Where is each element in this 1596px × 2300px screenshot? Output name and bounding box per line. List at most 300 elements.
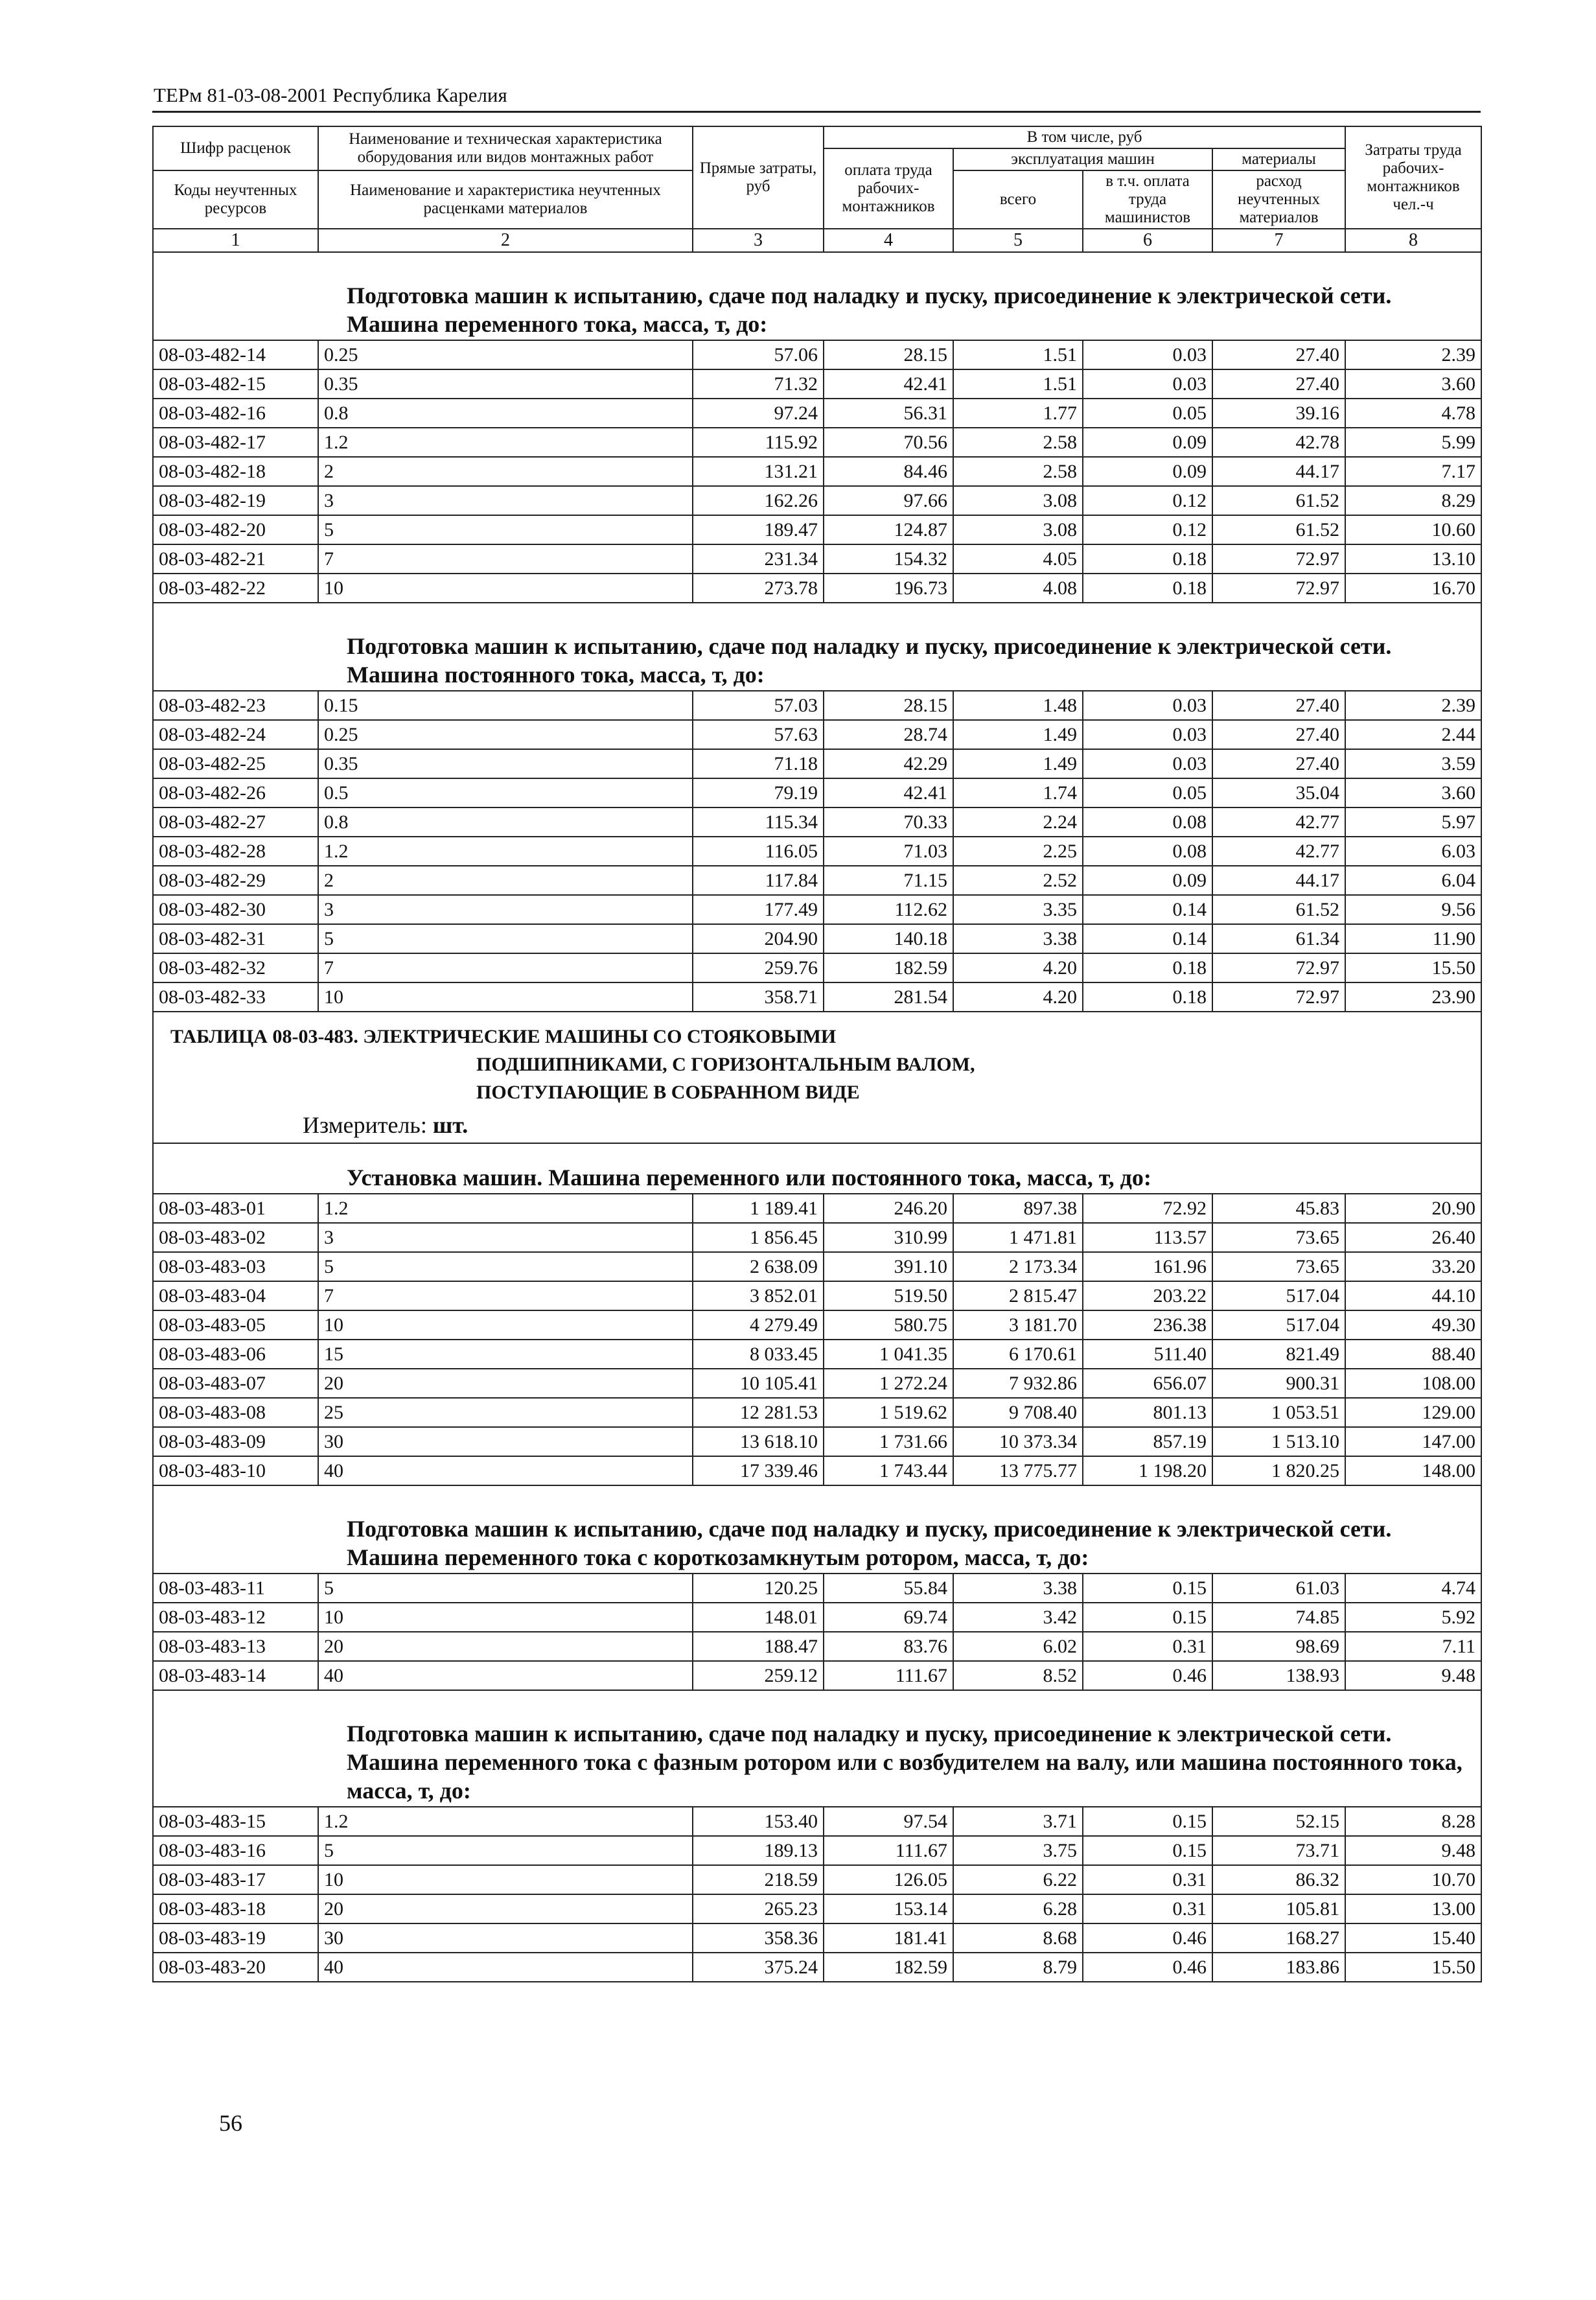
machine-total: 3 181.70: [953, 1310, 1083, 1340]
table-title: [153, 1012, 1481, 1143]
materials-cost: 52.15: [1212, 1807, 1345, 1836]
table-row: [153, 895, 1481, 924]
machine-total: 1.49: [953, 749, 1083, 778]
section-heading-row: [153, 1485, 1481, 1574]
rate-code: 08-03-482-28: [153, 837, 318, 866]
table-row: [153, 1340, 1481, 1369]
labor-pay: 112.62: [824, 895, 953, 924]
rate-code: 08-03-483-07: [153, 1369, 318, 1398]
machinist-pay: 0.08: [1083, 837, 1212, 866]
mass-value: 0.8: [318, 399, 693, 428]
materials-cost: 61.52: [1212, 486, 1345, 515]
direct-costs: 148.01: [693, 1603, 824, 1632]
machinist-pay: 0.12: [1083, 515, 1212, 544]
section-heading-row: [153, 603, 1481, 691]
table-row: [153, 953, 1481, 982]
materials-cost: 61.52: [1212, 895, 1345, 924]
section-heading-row: [153, 1143, 1481, 1194]
labor-pay: 181.41: [824, 1923, 953, 1953]
labor-pay: 97.66: [824, 486, 953, 515]
mass-value: 7: [318, 1281, 693, 1310]
header-codes2: Коды неучтенных ресурсов: [153, 170, 318, 229]
labor-pay: 70.56: [824, 428, 953, 457]
mass-value: 10: [318, 1603, 693, 1632]
table-row: [153, 1894, 1481, 1923]
direct-costs: 259.12: [693, 1661, 824, 1690]
direct-costs: 2 638.09: [693, 1252, 824, 1281]
rate-code: 08-03-483-03: [153, 1252, 318, 1281]
machinist-pay: 0.31: [1083, 1894, 1212, 1923]
direct-costs: 259.76: [693, 953, 824, 982]
machine-total: 1.49: [953, 720, 1083, 749]
machine-total: 3.75: [953, 1836, 1083, 1865]
machine-total: 1.51: [953, 369, 1083, 399]
materials-cost: 72.97: [1212, 544, 1345, 574]
labor-hours: 33.20: [1345, 1252, 1481, 1281]
labor-hours: 16.70: [1345, 574, 1481, 603]
labor-hours: 6.04: [1345, 866, 1481, 895]
materials-cost: 27.40: [1212, 691, 1345, 720]
direct-costs: 131.21: [693, 457, 824, 486]
table-row: [153, 720, 1481, 749]
direct-costs: 3 852.01: [693, 1281, 824, 1310]
section-heading-row: [153, 1690, 1481, 1807]
mass-value: 2: [318, 866, 693, 895]
table-row: [153, 457, 1481, 486]
machinist-pay: 0.03: [1083, 691, 1212, 720]
labor-pay: 580.75: [824, 1310, 953, 1340]
materials-cost: 183.86: [1212, 1953, 1345, 1982]
labor-pay: 42.29: [824, 749, 953, 778]
machine-total: 3.08: [953, 486, 1083, 515]
table-row: [153, 749, 1481, 778]
labor-pay: 42.41: [824, 778, 953, 807]
table-row: [153, 1923, 1481, 1953]
mass-value: 40: [318, 1661, 693, 1690]
labor-hours: 5.97: [1345, 807, 1481, 837]
machinist-pay: 0.18: [1083, 953, 1212, 982]
machinist-pay: 0.09: [1083, 428, 1212, 457]
table-row: [153, 1223, 1481, 1252]
labor-pay: 310.99: [824, 1223, 953, 1252]
machinist-pay: 0.15: [1083, 1603, 1212, 1632]
column-number: 1: [153, 229, 318, 252]
header-operation: эксплуатация машин: [953, 148, 1212, 170]
machinist-pay: 161.96: [1083, 1252, 1212, 1281]
machinist-pay: 656.07: [1083, 1369, 1212, 1398]
table-row: [153, 1603, 1481, 1632]
machine-total: 6.02: [953, 1632, 1083, 1661]
labor-pay: 182.59: [824, 953, 953, 982]
measure-value: шт.: [432, 1112, 468, 1138]
machinist-pay: 0.05: [1083, 399, 1212, 428]
labor-hours: 3.60: [1345, 778, 1481, 807]
materials-cost: 821.49: [1212, 1340, 1345, 1369]
mass-value: 15: [318, 1340, 693, 1369]
materials-cost: 72.97: [1212, 982, 1345, 1012]
rate-code: 08-03-483-20: [153, 1953, 318, 1982]
rate-code: 08-03-482-26: [153, 778, 318, 807]
machinist-pay: 0.03: [1083, 749, 1212, 778]
header-code: Шифр расценок: [153, 126, 318, 170]
table-row: [153, 1632, 1481, 1661]
mass-value: 10: [318, 1310, 693, 1340]
machinist-pay: 0.12: [1083, 486, 1212, 515]
machinist-pay: 801.13: [1083, 1398, 1212, 1427]
machinist-pay: 0.03: [1083, 369, 1212, 399]
mass-value: 1.2: [318, 428, 693, 457]
labor-pay: 111.67: [824, 1661, 953, 1690]
labor-pay: 28.15: [824, 691, 953, 720]
machine-total: 7 932.86: [953, 1369, 1083, 1398]
section-heading: Подготовка машин к испытанию, сдаче под наладку и пуску, присоединение к электрической сети. Машина переменного тока, масса, т, до:: [153, 252, 1481, 340]
direct-costs: 189.13: [693, 1836, 824, 1865]
labor-hours: 2.44: [1345, 720, 1481, 749]
rate-code: 08-03-483-09: [153, 1427, 318, 1456]
materials-cost: 39.16: [1212, 399, 1345, 428]
machine-total: 9 708.40: [953, 1398, 1083, 1427]
labor-pay: 111.67: [824, 1836, 953, 1865]
machine-total: 4.20: [953, 953, 1083, 982]
materials-cost: 86.32: [1212, 1865, 1345, 1894]
rate-code: 08-03-482-21: [153, 544, 318, 574]
direct-costs: 1 189.41: [693, 1194, 824, 1223]
labor-hours: 10.60: [1345, 515, 1481, 544]
measure-unit: [159, 1106, 1475, 1141]
materials-cost: 61.52: [1212, 515, 1345, 544]
mass-value: 5: [318, 1836, 693, 1865]
machine-total: 2.58: [953, 428, 1083, 457]
machine-total: 3.38: [953, 1574, 1083, 1603]
direct-costs: 153.40: [693, 1807, 824, 1836]
running-header: ТЕРм 81-03-08-2001 Республика Карелия: [154, 84, 507, 106]
labor-hours: 15.50: [1345, 1953, 1481, 1982]
labor-pay: 69.74: [824, 1603, 953, 1632]
table-row: [153, 1456, 1481, 1485]
machinist-pay: 0.18: [1083, 982, 1212, 1012]
machine-total: 8.79: [953, 1953, 1083, 1982]
machine-total: 6.22: [953, 1865, 1083, 1894]
machinist-pay: 0.09: [1083, 457, 1212, 486]
mass-value: 20: [318, 1632, 693, 1661]
materials-cost: 44.17: [1212, 457, 1345, 486]
materials-cost: 35.04: [1212, 778, 1345, 807]
machine-total: 4.20: [953, 982, 1083, 1012]
materials-cost: 73.65: [1212, 1223, 1345, 1252]
mass-value: 25: [318, 1398, 693, 1427]
labor-hours: 8.29: [1345, 486, 1481, 515]
direct-costs: 120.25: [693, 1574, 824, 1603]
column-number: 5: [953, 229, 1083, 252]
mass-value: 0.25: [318, 720, 693, 749]
labor-pay: 1 272.24: [824, 1369, 953, 1398]
materials-cost: 61.03: [1212, 1574, 1345, 1603]
machine-total: 4.08: [953, 574, 1083, 603]
labor-hours: 26.40: [1345, 1223, 1481, 1252]
materials-cost: 900.31: [1212, 1369, 1345, 1398]
table-row: [153, 1865, 1481, 1894]
table-row: [153, 1574, 1481, 1603]
table-row: [153, 778, 1481, 807]
machine-total: 2 173.34: [953, 1252, 1083, 1281]
mass-value: 3: [318, 1223, 693, 1252]
machinist-pay: 0.31: [1083, 1632, 1212, 1661]
mass-value: 1.2: [318, 1807, 693, 1836]
machine-total: 2.24: [953, 807, 1083, 837]
materials-cost: 1 820.25: [1212, 1456, 1345, 1485]
materials-cost: 42.77: [1212, 837, 1345, 866]
machinist-pay: 0.03: [1083, 720, 1212, 749]
rate-code: 08-03-482-29: [153, 866, 318, 895]
labor-hours: 3.60: [1345, 369, 1481, 399]
labor-hours: 108.00: [1345, 1369, 1481, 1398]
direct-costs: 4 279.49: [693, 1310, 824, 1340]
materials-cost: 517.04: [1212, 1310, 1345, 1340]
table-row: [153, 1281, 1481, 1310]
materials-cost: 168.27: [1212, 1923, 1345, 1953]
column-number: 7: [1212, 229, 1345, 252]
mass-value: 40: [318, 1953, 693, 1982]
header-materials: материалы: [1212, 148, 1345, 170]
labor-hours: 7.11: [1345, 1632, 1481, 1661]
section-heading: Подготовка машин к испытанию, сдаче под наладку и пуску, присоединение к электрической сети. Машина постоянного тока, масса, т, до:: [153, 603, 1481, 691]
rate-code: 08-03-483-14: [153, 1661, 318, 1690]
machinist-pay: 857.19: [1083, 1427, 1212, 1456]
mass-value: 0.35: [318, 369, 693, 399]
header-workers: Затраты труда рабочих-монтажников чел.-ч: [1345, 126, 1481, 229]
rate-code: 08-03-482-25: [153, 749, 318, 778]
labor-hours: 10.70: [1345, 1865, 1481, 1894]
mass-value: 0.8: [318, 807, 693, 837]
table-title-line: ПОДШИПНИКАМИ, С ГОРИЗОНТАЛЬНЫМ ВАЛОМ,: [476, 1054, 975, 1075]
machinist-pay: 0.14: [1083, 895, 1212, 924]
mass-value: 0.5: [318, 778, 693, 807]
labor-hours: 7.17: [1345, 457, 1481, 486]
section-heading: Подготовка машин к испытанию, сдаче под наладку и пуску, присоединение к электрической сети. Машина переменного тока с короткозамкнутым ротором, масса, т, до:: [153, 1485, 1481, 1574]
materials-cost: 74.85: [1212, 1603, 1345, 1632]
table-row: [153, 340, 1481, 369]
direct-costs: 177.49: [693, 895, 824, 924]
labor-hours: 2.39: [1345, 691, 1481, 720]
table-row: [153, 369, 1481, 399]
table-row: [153, 837, 1481, 866]
mass-value: 5: [318, 1574, 693, 1603]
mass-value: 0.35: [318, 749, 693, 778]
table-row: [153, 1953, 1481, 1982]
direct-costs: 115.92: [693, 428, 824, 457]
table-row: [153, 544, 1481, 574]
rate-code: 08-03-483-19: [153, 1923, 318, 1953]
labor-hours: 88.40: [1345, 1340, 1481, 1369]
machine-total: 2 815.47: [953, 1281, 1083, 1310]
table-row: [153, 515, 1481, 544]
direct-costs: 79.19: [693, 778, 824, 807]
column-number: 6: [1083, 229, 1212, 252]
direct-costs: 71.18: [693, 749, 824, 778]
header-unaccounted: расход неучтенных материалов: [1212, 170, 1345, 229]
rate-code: 08-03-482-27: [153, 807, 318, 837]
header-incl-pay: в т.ч. оплата труда машинистов: [1083, 170, 1212, 229]
mass-value: 30: [318, 1923, 693, 1953]
labor-hours: 20.90: [1345, 1194, 1481, 1223]
machine-total: 2.52: [953, 866, 1083, 895]
labor-hours: 6.03: [1345, 837, 1481, 866]
direct-costs: 265.23: [693, 1894, 824, 1923]
mass-value: 40: [318, 1456, 693, 1485]
table-header: [153, 126, 1481, 252]
machinist-pay: 0.14: [1083, 924, 1212, 953]
machine-total: 13 775.77: [953, 1456, 1083, 1485]
machine-total: 3.42: [953, 1603, 1083, 1632]
labor-hours: 129.00: [1345, 1398, 1481, 1427]
labor-hours: 11.90: [1345, 924, 1481, 953]
direct-costs: 8 033.45: [693, 1340, 824, 1369]
machinist-pay: 72.92: [1083, 1194, 1212, 1223]
materials-cost: 72.97: [1212, 953, 1345, 982]
labor-pay: 28.15: [824, 340, 953, 369]
machine-total: 8.68: [953, 1923, 1083, 1953]
direct-costs: 375.24: [693, 1953, 824, 1982]
rate-code: 08-03-483-02: [153, 1223, 318, 1252]
machine-total: 2.58: [953, 457, 1083, 486]
table-title-line: ПОСТУПАЮЩИЕ В СОБРАННОМ ВИДЕ: [476, 1082, 860, 1103]
section-heading-row: [153, 252, 1481, 340]
header-rule: [152, 111, 1481, 113]
rate-code: 08-03-482-18: [153, 457, 318, 486]
table-row: [153, 574, 1481, 603]
rate-code: 08-03-482-33: [153, 982, 318, 1012]
direct-costs: 117.84: [693, 866, 824, 895]
rate-code: 08-03-483-06: [153, 1340, 318, 1369]
table-row: [153, 1310, 1481, 1340]
column-numbers-row: [153, 229, 1481, 252]
direct-costs: 231.34: [693, 544, 824, 574]
machinist-pay: 0.46: [1083, 1923, 1212, 1953]
direct-costs: 204.90: [693, 924, 824, 953]
rates-table: [152, 126, 1482, 1982]
machinist-pay: 0.18: [1083, 544, 1212, 574]
labor-pay: 84.46: [824, 457, 953, 486]
table-row: [153, 1194, 1481, 1223]
rate-code: 08-03-483-12: [153, 1603, 318, 1632]
labor-hours: 4.78: [1345, 399, 1481, 428]
header-direct: Прямые затраты, руб: [693, 126, 824, 229]
machinist-pay: 0.08: [1083, 807, 1212, 837]
table-row: [153, 1427, 1481, 1456]
direct-costs: 10 105.41: [693, 1369, 824, 1398]
machinist-pay: 0.46: [1083, 1953, 1212, 1982]
table-row: [153, 428, 1481, 457]
labor-pay: 519.50: [824, 1281, 953, 1310]
labor-hours: 15.40: [1345, 1923, 1481, 1953]
mass-value: 10: [318, 1865, 693, 1894]
direct-costs: 218.59: [693, 1865, 824, 1894]
rate-code: 08-03-483-16: [153, 1836, 318, 1865]
table-body-482: [153, 252, 1481, 1012]
rate-code: 08-03-482-23: [153, 691, 318, 720]
labor-pay: 71.15: [824, 866, 953, 895]
materials-cost: 44.17: [1212, 866, 1345, 895]
labor-hours: 2.39: [1345, 340, 1481, 369]
machine-total: 6 170.61: [953, 1340, 1083, 1369]
labor-pay: 1 731.66: [824, 1427, 953, 1456]
machine-total: 8.52: [953, 1661, 1083, 1690]
materials-cost: 1 513.10: [1212, 1427, 1345, 1456]
column-number: 4: [824, 229, 953, 252]
table-title-block: [153, 1012, 1481, 1143]
labor-pay: 55.84: [824, 1574, 953, 1603]
labor-pay: 281.54: [824, 982, 953, 1012]
labor-pay: 196.73: [824, 574, 953, 603]
header-labor: оплата труда рабочих-монтажников: [824, 148, 953, 229]
machinist-pay: 0.46: [1083, 1661, 1212, 1690]
machinist-pay: 113.57: [1083, 1223, 1212, 1252]
rate-code: 08-03-483-17: [153, 1865, 318, 1894]
machinist-pay: 0.15: [1083, 1574, 1212, 1603]
table-row: [153, 1252, 1481, 1281]
document-page: [152, 81, 1481, 1982]
labor-pay: 153.14: [824, 1894, 953, 1923]
table-body-483: [153, 1143, 1481, 1982]
table-row: [153, 399, 1481, 428]
direct-costs: 1 856.45: [693, 1223, 824, 1252]
mass-value: 10: [318, 574, 693, 603]
materials-cost: 98.69: [1212, 1632, 1345, 1661]
machine-total: 3.38: [953, 924, 1083, 953]
labor-hours: 9.56: [1345, 895, 1481, 924]
materials-cost: 105.81: [1212, 1894, 1345, 1923]
materials-cost: 45.83: [1212, 1194, 1345, 1223]
machine-total: 3.35: [953, 895, 1083, 924]
labor-hours: 5.92: [1345, 1603, 1481, 1632]
rate-code: 08-03-483-15: [153, 1807, 318, 1836]
rate-code: 08-03-482-22: [153, 574, 318, 603]
machine-total: 3.08: [953, 515, 1083, 544]
column-number: 8: [1345, 229, 1481, 252]
labor-pay: 1 743.44: [824, 1456, 953, 1485]
mass-value: 3: [318, 486, 693, 515]
table-row: [153, 807, 1481, 837]
mass-value: 20: [318, 1894, 693, 1923]
machinist-pay: 1 198.20: [1083, 1456, 1212, 1485]
table-row: [153, 486, 1481, 515]
machine-total: 1.77: [953, 399, 1083, 428]
labor-pay: 71.03: [824, 837, 953, 866]
table-row: [153, 1836, 1481, 1865]
direct-costs: 188.47: [693, 1632, 824, 1661]
mass-value: 30: [318, 1427, 693, 1456]
rate-code: 08-03-482-32: [153, 953, 318, 982]
machinist-pay: 236.38: [1083, 1310, 1212, 1340]
labor-pay: 154.32: [824, 544, 953, 574]
direct-costs: 358.36: [693, 1923, 824, 1953]
rate-code: 08-03-482-17: [153, 428, 318, 457]
materials-cost: 27.40: [1212, 749, 1345, 778]
rate-code: 08-03-483-01: [153, 1194, 318, 1223]
labor-hours: 147.00: [1345, 1427, 1481, 1456]
column-number: 2: [318, 229, 693, 252]
table-row: [153, 924, 1481, 953]
machinist-pay: 0.15: [1083, 1807, 1212, 1836]
machinist-pay: 0.09: [1083, 866, 1212, 895]
direct-costs: 57.06: [693, 340, 824, 369]
table-row: [153, 1369, 1481, 1398]
table-row: [153, 982, 1481, 1012]
materials-cost: 1 053.51: [1212, 1398, 1345, 1427]
machine-total: 2.25: [953, 837, 1083, 866]
labor-pay: 28.74: [824, 720, 953, 749]
machinist-pay: 0.31: [1083, 1865, 1212, 1894]
